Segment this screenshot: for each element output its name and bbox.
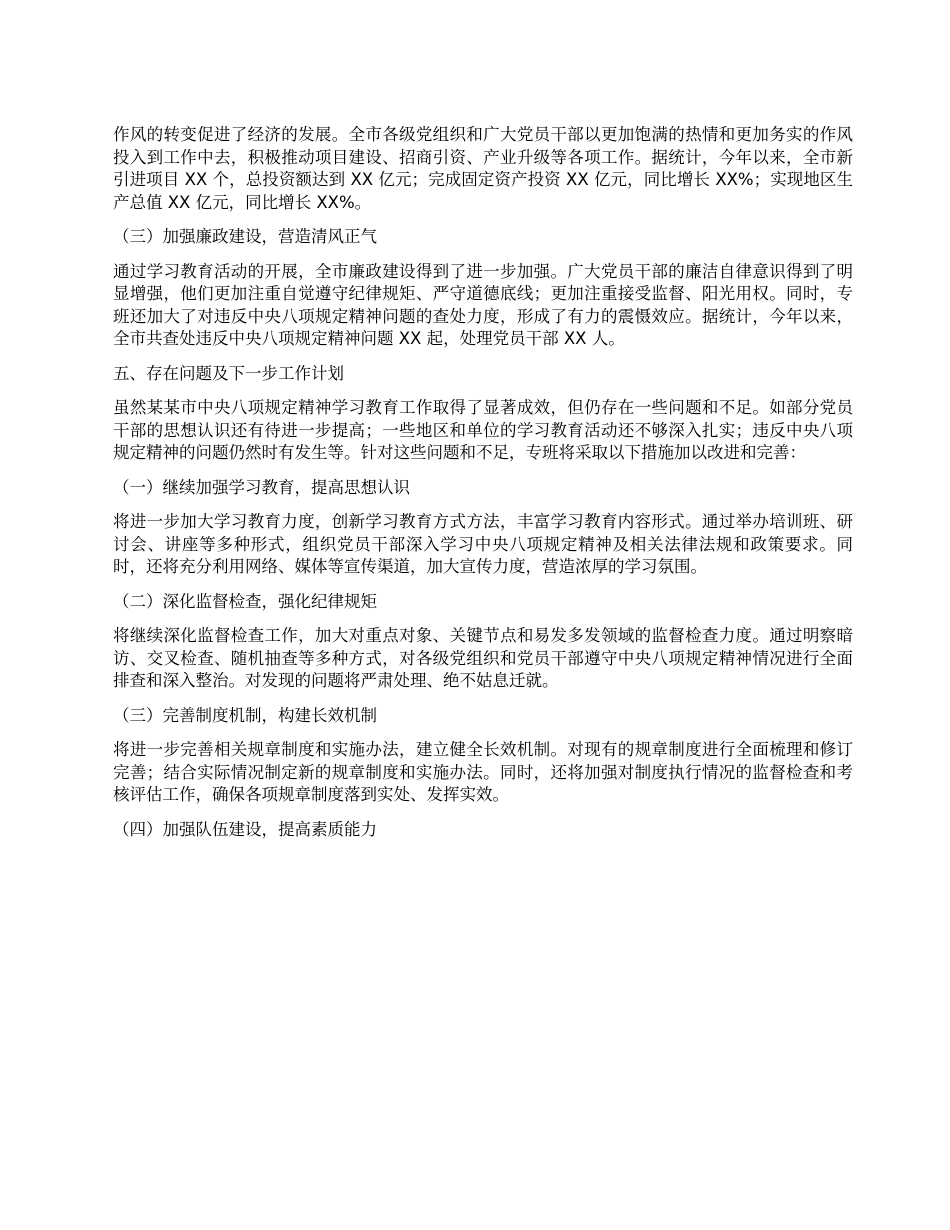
- paragraph-economic-development: 作风的转变促进了经济的发展。全市各级党组织和广大党员干部以更加饱满的热情和更加务实的作风投入到工作中去，积极推动项目建设、招商引资、产业升级等各项工作。据统计，今年以来，全市新引进项目 XX 个，总投资额达到 XX 亿元；完成固定资产投资 XX 亿元，同比增长 XX%；实现地区生产总值 XX 亿元，同比增长 XX%。: [113, 125, 853, 212]
- heading-integrity-building: （三）加强廉政建设，营造清风正气: [113, 227, 377, 246]
- heading-problems-next-steps: 五、存在问题及下一步工作计划: [113, 363, 344, 383]
- heading-study-education: （一）继续加强学习教育，提高思想认识: [113, 477, 410, 497]
- heading-team-building: （四）加强队伍建设，提高素质能力: [113, 819, 377, 839]
- document-body: [113, 124, 853, 841]
- paragraph-institutional-mechanism: 将进一步完善相关规章制度和实施办法，建立健全长效机制。对现有的规章制度进行全面梳理和修订完善；结合实际情况制定新的规章制度和实施办法。同时，还将加强对制度执行情况的监督检查和考核评估工作，确保各项规章制度落到实处、发挥实效。: [113, 740, 853, 804]
- paragraph-supervision: 将继续深化监督检查工作，加大对重点对象、关键节点和易发多发领域的监督检查力度。通过明察暗访、交叉检查、随机抽查等多种方式，对各级党组织和党员干部遵守中央八项规定精神情况进行全面排查和深入整治。对发现的问题将严肃处理、绝不姑息迁就。: [113, 626, 853, 690]
- heading-institutional-mechanism: （三）完善制度机制，构建长效机制: [113, 705, 377, 725]
- paragraph-study-education: 将进一步加大学习教育力度，创新学习教育方式方法，丰富学习教育内容形式。通过举办培训班、研讨会、讲座等多种形式，组织党员干部深入学习中央八项规定精神及相关法律法规和政策要求。同时，还将充分利用网络、媒体等宣传渠道，加大宣传力度，营造浓厚的学习氛围。: [113, 512, 853, 576]
- paragraph-problems: 虽然某某市中央八项规定精神学习教育工作取得了显著成效，但仍存在一些问题和不足。如部分党员干部的思想认识还有待进一步提高；一些地区和单位的学习教育活动还不够深入扎实；违反中央八项规定精神的问题仍然时有发生等。针对这些问题和不足，专班将采取以下措施加以改进和完善：: [113, 398, 853, 462]
- paragraph-integrity-building: 通过学习教育活动的开展，全市廉政建设得到了进一步加强。广大党员干部的廉洁自律意识得到了明显增强，他们更加注重自觉遵守纪律规矩、严守道德底线；更加注重接受监督、阳光用权。同时，专班还加大了对违反中央八项规定精神问题的查处力度，形成了有力的震慑效应。据统计，今年以来，全市共查处违反中央八项规定精神问题 XX 起，处理党员干部 XX 人。: [113, 261, 853, 348]
- heading-supervision: （二）深化监督检查，强化纪律规矩: [113, 591, 377, 611]
